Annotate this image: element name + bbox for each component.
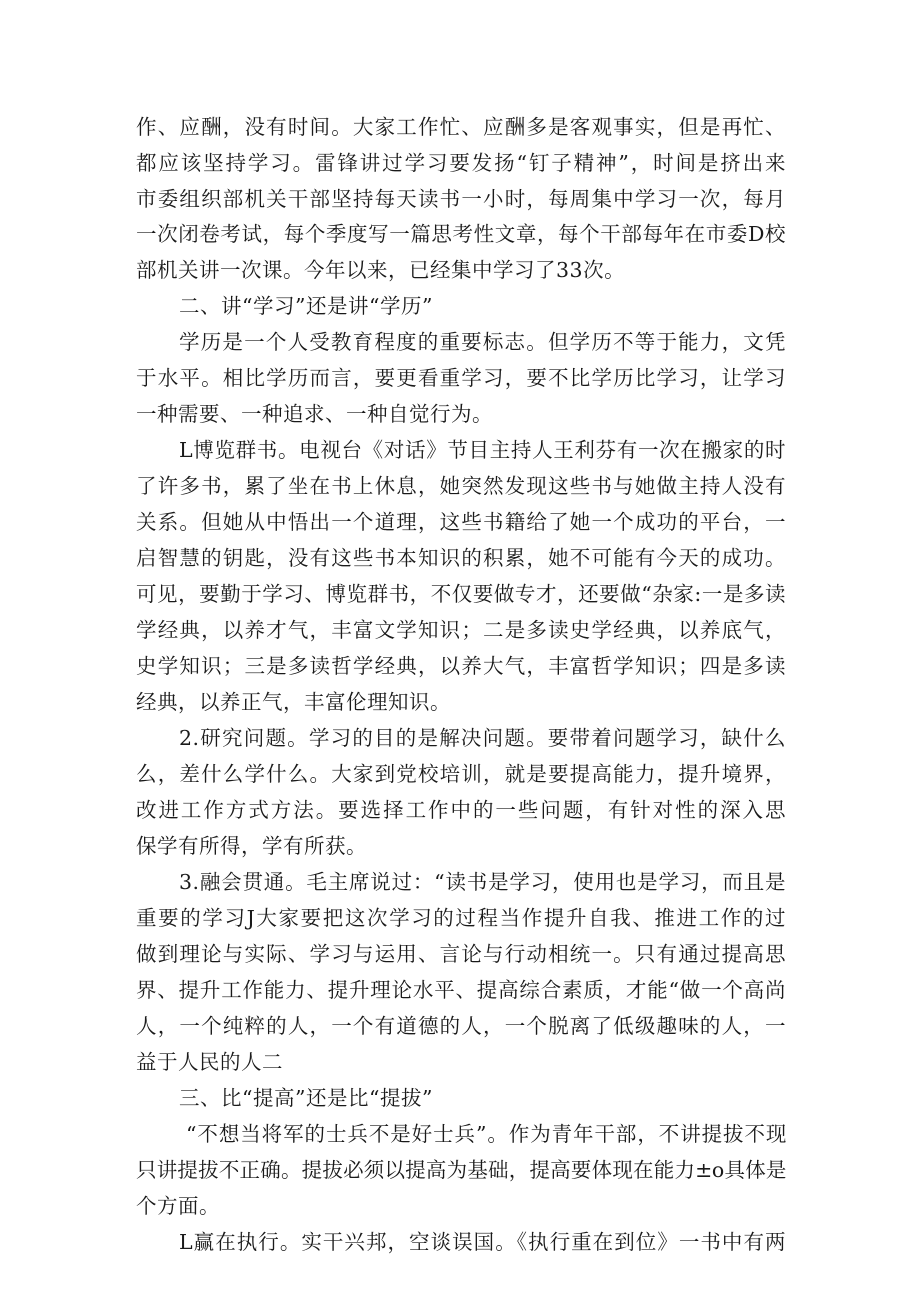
text-line: 史学知识；三是多读哲学经典，以养大气，丰富哲学知识；四是多读: [136, 654, 786, 678]
text-line: 2.研究问题。学习的目的是解决问题。要带着问题学习，缺什么: [179, 726, 786, 750]
text-line: 了许多书，累了坐在书上休息，她突然发现这些书与她做主持人没有: [136, 474, 786, 498]
text-line: 益于人民的人二: [136, 1050, 283, 1074]
text-line: 改进工作方式方法。要选择工作中的一些问题，有针对性的深入思: [136, 798, 786, 822]
text-line: “不想当将军的士兵不是好士兵”。作为青年干部，不讲提拔不现: [186, 1122, 786, 1146]
text-line: 都应该坚持学习。雷锋讲过学习要发扬“钉子精神”，时间是挤出来: [136, 151, 786, 175]
section-heading: 二、讲“学习”还是讲“学历”: [179, 294, 433, 318]
section-heading: 三、比“提高”还是比“提拔”: [179, 1086, 433, 1110]
text-line: 启智慧的钥匙，没有这些书本知识的积累，她不可能有今天的成功。: [136, 546, 786, 570]
text-line: 学历是一个人受教育程度的重要标志。但学历不等于能力，文凭: [179, 330, 786, 354]
text-line: 市委组织部机关干部坚持每天读书一小时，每周集中学习一次，每月: [136, 187, 786, 211]
text-line: 学经典，以养才气，丰富文学知识；二是多读史学经典，以养底气，: [136, 618, 786, 642]
text-line: 一种需要、一种追求、一种自觉行为。: [136, 402, 493, 426]
text-line: 可见，要勤于学习、博览群书，不仅要做专才，还要做“杂家:一是多读: [136, 582, 786, 606]
text-line: 3.融会贯通。毛主席说过：“读书是学习，使用也是学习，而且是: [179, 870, 786, 894]
text-line: 重要的学习J大家要把这次学习的过程当作提升自我、推进工作的过: [136, 906, 786, 930]
text-line: 于水平。相比学历而言，要更看重学习，要不比学历比学习，让学习: [136, 366, 786, 390]
text-line: L赢在执行。实干兴邦，空谈误国。《执行重在到位》一书中有两: [179, 1230, 786, 1254]
text-line: 保学有所得，学有所获。: [136, 834, 367, 858]
text-line: 关系。但她从中悟出一个道理，这些书籍给了她一个成功的平台，一: [136, 510, 786, 534]
text-line: 个方面。: [136, 1194, 220, 1218]
text-line: L博览群书。电视台《对话》节目主持人王利芬有一次在搬家的时: [179, 438, 786, 462]
text-line: 部机关讲一次课。今年以来，已经集中学习了33次。: [136, 258, 626, 282]
text-line: 一次闭卷考试，每个季度写一篇思考性文章，每个干部每年在市委D校: [136, 222, 786, 246]
text-line: 人，一个纯粹的人，一个有道德的人，一个脱离了低级趣味的人，一: [136, 1014, 786, 1038]
text-line: 做到理论与实际、学习与运用、言论与行动相统一。只有通过提高思: [136, 942, 786, 966]
text-line: 只讲提拔不正确。提拔必须以提高为基础，提高要体现在能力±o具体是: [136, 1158, 786, 1182]
text-line: 么，差什么学什么。大家到党校培训，就是要提高能力，提升境界，: [136, 762, 786, 786]
text-line: 作、应酬，没有时间。大家工作忙、应酬多是客观事实，但是再忙、: [136, 115, 786, 139]
text-line: 经典，以养正气，丰富伦理知识。: [136, 690, 451, 714]
text-line: 界、提升工作能力、提升理论水平、提高综合素质，才能“做一个高尚: [136, 978, 786, 1002]
